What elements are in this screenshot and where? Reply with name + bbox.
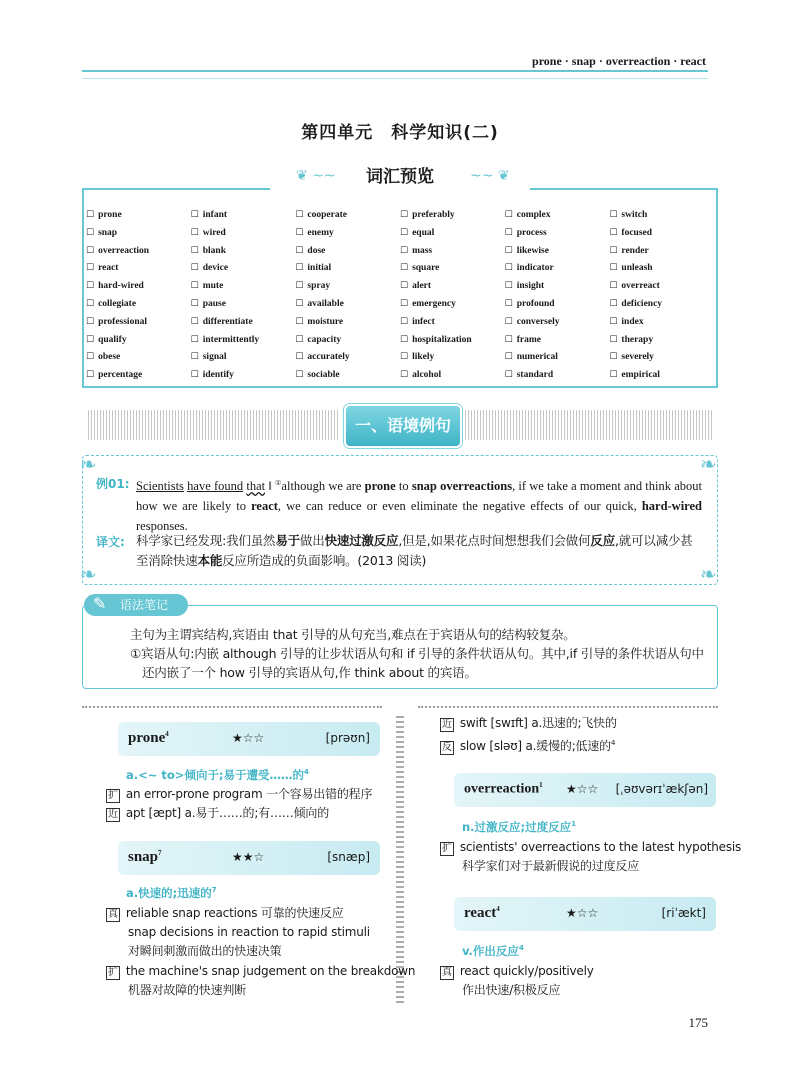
vocab-item: ☐ frame (505, 335, 610, 353)
vocab-item: ☐ signal (191, 352, 296, 370)
vocab-item: ☐ enemy (295, 228, 400, 246)
vocab-item: ☐ differentiate (191, 317, 296, 335)
vocab-item: ☐ qualify (86, 335, 191, 353)
example-line: snap decisions in reaction to rapid stimuli (128, 925, 370, 939)
feather-icon: ✎ (93, 594, 107, 613)
definition-prone: a.<~ to>倾向于;易于遭受……的$^4$ (126, 768, 309, 782)
vocab-item: ☐ intermittently (191, 335, 296, 353)
vocab-item: ☐ percentage (86, 370, 191, 388)
vocab-item: ☐ conversely (505, 317, 610, 335)
definition-snap: a.快速的;迅速的$^7$ (126, 886, 217, 900)
frequency-stars: ★☆☆ (566, 906, 599, 920)
example-sentence: Scientists have found that ‖ ①although we are prone to snap overreactions, if we take a moment and think about how we are likely to react, we can reduce or even eliminate the negative effects of our quick, hard-wired responses. (136, 479, 702, 534)
vocab-item: ☐ index (609, 317, 714, 335)
clause-number: ① (275, 479, 282, 487)
vocab-item: ☐ collegiate (86, 299, 191, 317)
vocab-item: ☐ therapy (609, 335, 714, 353)
running-head: prone · snap · overreaction · react (532, 54, 706, 68)
vocab-item: ☐ deficiency (609, 299, 714, 317)
vocab-item: ☐ moisture (295, 317, 400, 335)
vocab-item: ☐ capacity (295, 335, 400, 353)
vocab-item: ☐ complex (505, 210, 610, 228)
vocab-item: ☐ initial (295, 263, 400, 281)
example-line: 机器对故障的快速判断 (128, 983, 247, 997)
vocab-item: ☐ likely (400, 352, 505, 370)
vocab-item: ☐ alcohol (400, 370, 505, 388)
vocab-item: ☐ available (295, 299, 400, 317)
headword: prone$^4$ (128, 730, 169, 746)
grammar-p1: 主句为主谓宾结构,宾语由 that 引导的从句充当,难点在于宾语从句的结构较复杂。 (130, 627, 576, 642)
vocab-item: ☐ empirical (609, 370, 714, 388)
headword: snap$^7$ (128, 849, 162, 865)
corner-ornament-icon: ❧ (700, 452, 717, 476)
phonetic: [riˈækt] (661, 906, 706, 920)
phonetic: [snæp] (327, 850, 370, 864)
vocab-item: ☐ professional (86, 317, 191, 335)
vocab-item: ☐ hospitalization (400, 335, 505, 353)
vocab-item: ☐ sociable (295, 370, 400, 388)
vocab-item: ☐ prone (86, 210, 191, 228)
subject: Scientists (136, 479, 184, 494)
vocab-item: ☐ profound (505, 299, 610, 317)
frequency-stars: ★★☆ (232, 850, 265, 864)
vocab-item: ☐ pause (191, 299, 296, 317)
vocab-item: ☐ react (86, 263, 191, 281)
example-line: 扩 scientists' overreactions to the latest hypothesis (442, 840, 742, 854)
vocab-item: ☐ mass (400, 246, 505, 264)
example-line: 真 react quickly/positively (442, 964, 594, 978)
phonetic: [prəʊn] (325, 731, 370, 745)
banner-stripes-right (462, 410, 712, 440)
corner-ornament-icon: ❧ (80, 562, 97, 586)
grammar-text (130, 625, 710, 682)
vocab-item: ☐ unleash (609, 263, 714, 281)
dotted-rule-right (418, 706, 718, 708)
vocab-item: ☐ hard-wired (86, 281, 191, 299)
header-rule (82, 70, 708, 79)
example-line: 扩 the machine's snap judgement on the breakdown (108, 964, 416, 978)
vocab-item: ☐ device (191, 263, 296, 281)
word-card-react (454, 897, 716, 931)
vocab-item: ☐ insight (505, 281, 610, 299)
left-ornament-icon: ❦ ~~ (296, 168, 336, 184)
vocab-item: ☐ mute (191, 281, 296, 299)
definition-overreaction: n.过激反应;过度反应$^1$ (462, 820, 577, 834)
headword: react$^4$ (464, 905, 500, 921)
vocab-item: ☐ likewise (505, 246, 610, 264)
translation-label: 译文: (96, 535, 125, 549)
vocab-item: ☐ infect (400, 317, 505, 335)
word-card-prone (118, 722, 380, 756)
vocab-item: ☐ snap (86, 228, 191, 246)
vocab-item: ☐ severely (609, 352, 714, 370)
page-number: 175 (688, 1015, 708, 1030)
vocab-item: ☐ overreact (609, 281, 714, 299)
example-line: 科学家们对于最新假说的过度反应 (462, 859, 640, 873)
vocab-item: ☐ cooperate (295, 210, 400, 228)
frequency-stars: ★☆☆ (566, 782, 599, 796)
vocab-item: ☐ standard (505, 370, 610, 388)
antonym-line: 反 slow [sləʊ] a.缓慢的;低速的$^4$ (442, 739, 616, 753)
vocab-item: ☐ dose (295, 246, 400, 264)
translation: 科学家已经发现:我们虽然易于做出快速过激反应,但是,如果花点时间想想我们会做何反应,就可以减少甚至消除快速本能反应所造成的负面影响。(2013 阅读) (136, 533, 693, 568)
vocab-item: ☐ identify (191, 370, 296, 388)
headword: overreaction$^1$ (464, 781, 543, 797)
frequency-stars: ★☆☆ (232, 731, 265, 745)
example-line: 真 reliable snap reactions 可靠的快速反应 (108, 906, 344, 920)
vocab-item: ☐ switch (609, 210, 714, 228)
example-line: 对瞬间刺激而做出的快速决策 (128, 944, 282, 958)
example-line: 近 apt [æpt] a.易于……的;有……倾向的 (108, 806, 329, 820)
vocab-item: ☐ blank (191, 246, 296, 264)
grammar-p2: ①宾语从句:内嵌 although 引导的让步状语从句和 if 引导的条件状语从句。其中,if 引导的条件状语从句中还内嵌了一个 how 引导的宾语从句,作 think about 的宾语。 (130, 646, 704, 680)
vocab-title: 词汇预览 (366, 167, 434, 187)
vocab-item: ☐ square (400, 263, 505, 281)
vocab-item: ☐ equal (400, 228, 505, 246)
phonetic: [ˌəʊvərɪˈækʃən] (615, 782, 708, 796)
vocab-item: ☐ emergency (400, 299, 505, 317)
object-marker: that (246, 479, 266, 494)
vocab-grid (86, 210, 714, 388)
right-ornament-icon: ~~ ❦ (470, 168, 510, 184)
dotted-rule-left (82, 706, 382, 708)
corner-ornament-icon: ❧ (700, 562, 717, 586)
vocab-item: ☐ numerical (505, 352, 610, 370)
vocab-item: ☐ focused (609, 228, 714, 246)
example-line: 扩 an error-prone program 一个容易出错的程序 (108, 787, 373, 801)
vocab-item: ☐ obese (86, 352, 191, 370)
vocab-item: ☐ spray (295, 281, 400, 299)
vocab-item: ☐ render (609, 246, 714, 264)
word-card-snap (118, 841, 380, 875)
synonym-line: 近 swift [swɪft] a.迅速的;飞快的 (442, 716, 617, 730)
corner-ornament-icon: ❧ (80, 452, 97, 476)
clause-mark: ‖ (268, 479, 272, 494)
example-label: 例01: (96, 477, 130, 491)
vocab-item: ☐ accurately (295, 352, 400, 370)
vocab-item: ☐ alert (400, 281, 505, 299)
predicate: have found (187, 479, 244, 494)
word-card-overreaction (454, 773, 716, 807)
definition-react: v.作出反应$^4$ (462, 944, 524, 958)
vocab-item: ☐ process (505, 228, 610, 246)
vocab-item: ☐ preferably (400, 210, 505, 228)
section-title: 一、语境例句 (344, 404, 462, 448)
vocab-item: ☐ infant (191, 210, 296, 228)
banner-stripes-left (88, 410, 338, 440)
vocab-item: ☐ indicator (505, 263, 610, 281)
vocab-item: ☐ wired (191, 228, 296, 246)
example-line: 作出快速/积极反应 (462, 983, 561, 997)
vocab-item: ☐ overreaction (86, 246, 191, 264)
unit-title: 第四单元 科学知识(二) (301, 123, 499, 143)
grammar-title: 语法笔记 (84, 594, 188, 616)
